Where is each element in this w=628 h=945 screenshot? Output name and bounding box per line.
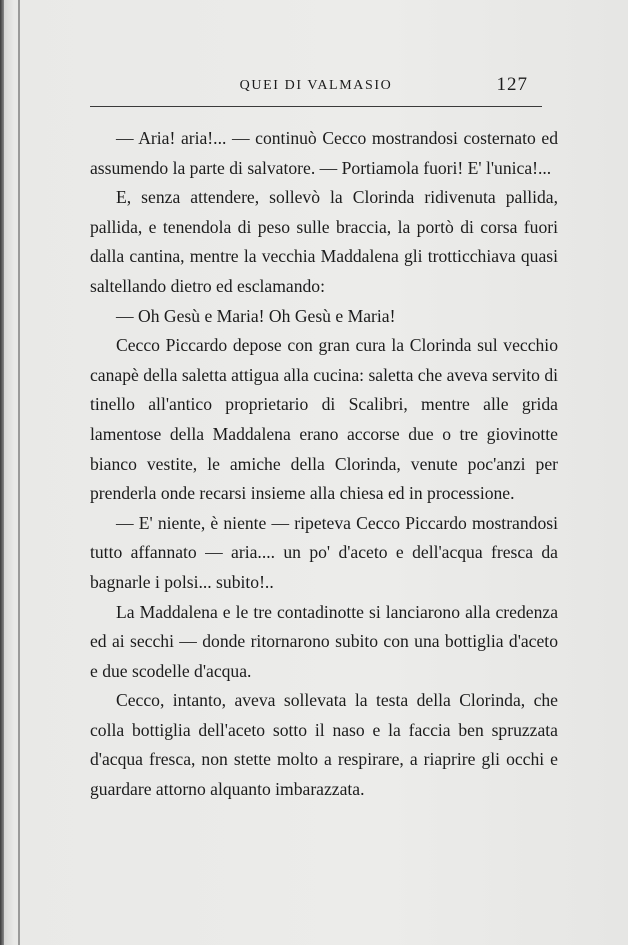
header-rule	[90, 106, 542, 107]
paragraph-5: — E' niente, è niente — ripeteva Cecco Piccardo mostrandosi tutto affannato — aria.... un po' d'aceto e dell'acqua fresca da bagnarle i polsi... subito!..	[90, 512, 558, 592]
page-gutter-line	[18, 0, 20, 945]
paragraph-1: — Aria! aria!... — continuò Cecco mostrandosi costernato ed assumendo la parte di salvatore. — Portiamola fuori! E' l'unica!...	[90, 128, 558, 178]
page-binding-edge	[0, 0, 4, 945]
paragraph-7: Cecco, intanto, aveva sollevata la testa della Clorinda, che colla bottiglia dell'aceto sotto il naso e la faccia ben spruzzata d'acqua fresca, non stette molto a respirare, a riaprire gli occhi e guardare attorno alquanto imbarazzata.	[90, 690, 558, 800]
paragraph-2: E, senza attendere, sollevò la Clorinda ridivenuta pallida, pallida, e tenendola di peso sulle braccia, la portò di corsa fuori dalla cantina, mentre la vecchia Maddalena gli trotticchiava quasi saltellando dietro ed esclamando:	[90, 187, 558, 296]
page-header	[90, 74, 542, 100]
paragraph-6: La Maddalena e le tre contadinotte si lanciarono alla credenza ed ai secchi — donde ritornarono subito con una bottiglia d'aceto e due scodelle d'acqua.	[90, 601, 558, 681]
running-title: QUEI DI VALMASIO	[239, 78, 393, 93]
page-number: 127	[496, 74, 528, 95]
body-text	[90, 124, 558, 805]
paragraph-3: — Oh Gesù e Maria! Oh Gesù e Maria!	[116, 305, 396, 326]
paragraph-4: Cecco Piccardo depose con gran cura la Clorinda sul vecchio canapè della saletta attigua alla cucina: saletta che aveva servito di tinello all'antico proprietario di Scalibri, mentre alle grida lamentose della Maddalena erano accorse due o tre giovinotte bianco vestite, le amiche della Clorinda, venute poc'anzi per prenderla onde recarsi insieme alla chiesa ed in processione.	[90, 335, 558, 504]
